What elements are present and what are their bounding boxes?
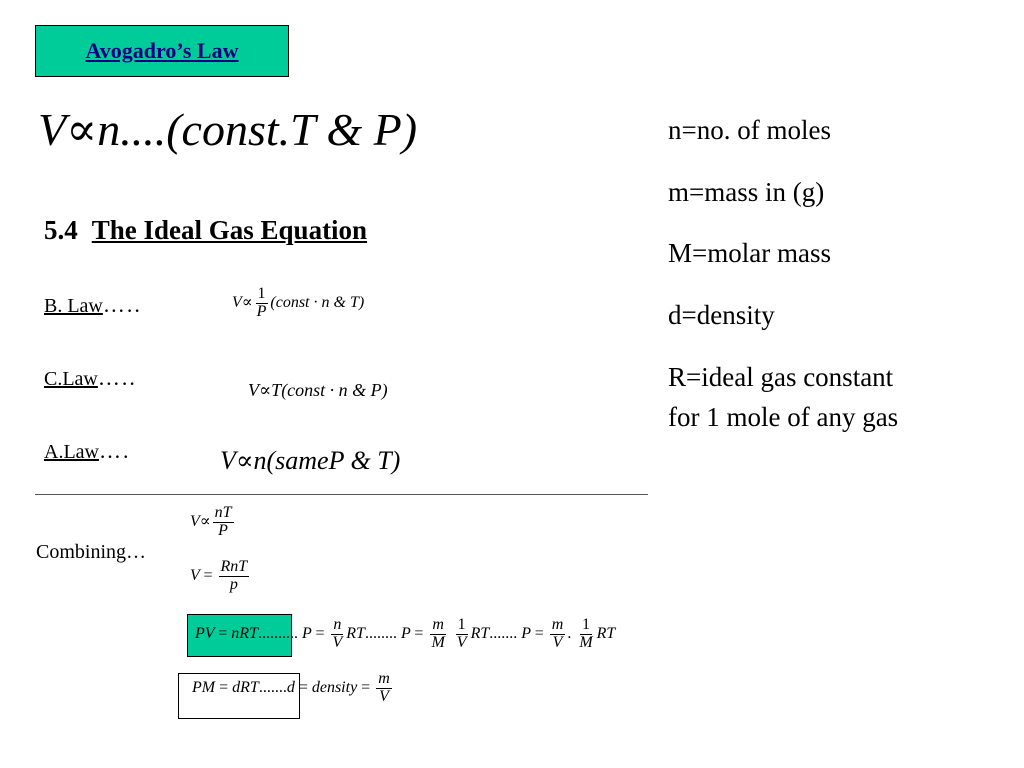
slide-title: Avogadro’s Law	[85, 38, 239, 63]
a-law-formula: V∝n(sameP & T)	[220, 446, 401, 475]
combining-proportional: V∝ $\frac{nT}{P}$	[190, 504, 232, 539]
definition-gas-constant: R=ideal gas constant	[668, 362, 894, 392]
definition-density: d=density	[668, 300, 775, 330]
ideal-gas-line: PV = nRT.......... P = $\frac{n}{V}$ RT........ P = $\frac{m}{M}$ $\frac{1}{V}$ RT....... P = $\frac{m}{V}$ . $\frac{1}{M}$ RT	[195, 616, 616, 651]
a-law-label: A.Law….	[44, 438, 131, 463]
section-title: The Ideal Gas Equation	[91, 215, 368, 245]
b-law-formula: V∝ $\frac{1}{P}$ (const · n & T)	[232, 285, 365, 320]
c-law-label: C.Law…..	[44, 365, 137, 390]
combining-label: Combining…	[36, 541, 147, 563]
section-heading	[44, 215, 367, 246]
definition-gas-constant-note: for 1 mole of any gas	[668, 402, 899, 432]
section-number: 5.4	[44, 215, 78, 245]
c-law-formula: V∝T(const · n & P)	[248, 380, 388, 400]
definition-molar-mass: M=molar mass	[668, 238, 831, 268]
definition-moles: n=no. of moles	[668, 115, 831, 145]
combining-equation: V = $\frac{\text{RnT}}{p}$	[190, 558, 248, 593]
b-law-label: B. Law…..	[44, 292, 142, 317]
avogadro-formula: V∝n....(const.T & P)	[38, 104, 418, 155]
divider	[35, 494, 648, 495]
definition-mass: m=mass in (g)	[668, 177, 825, 207]
density-line: PM = dRT.......d = density = $\frac{m}{V}$	[192, 670, 390, 705]
title-box	[35, 25, 289, 77]
